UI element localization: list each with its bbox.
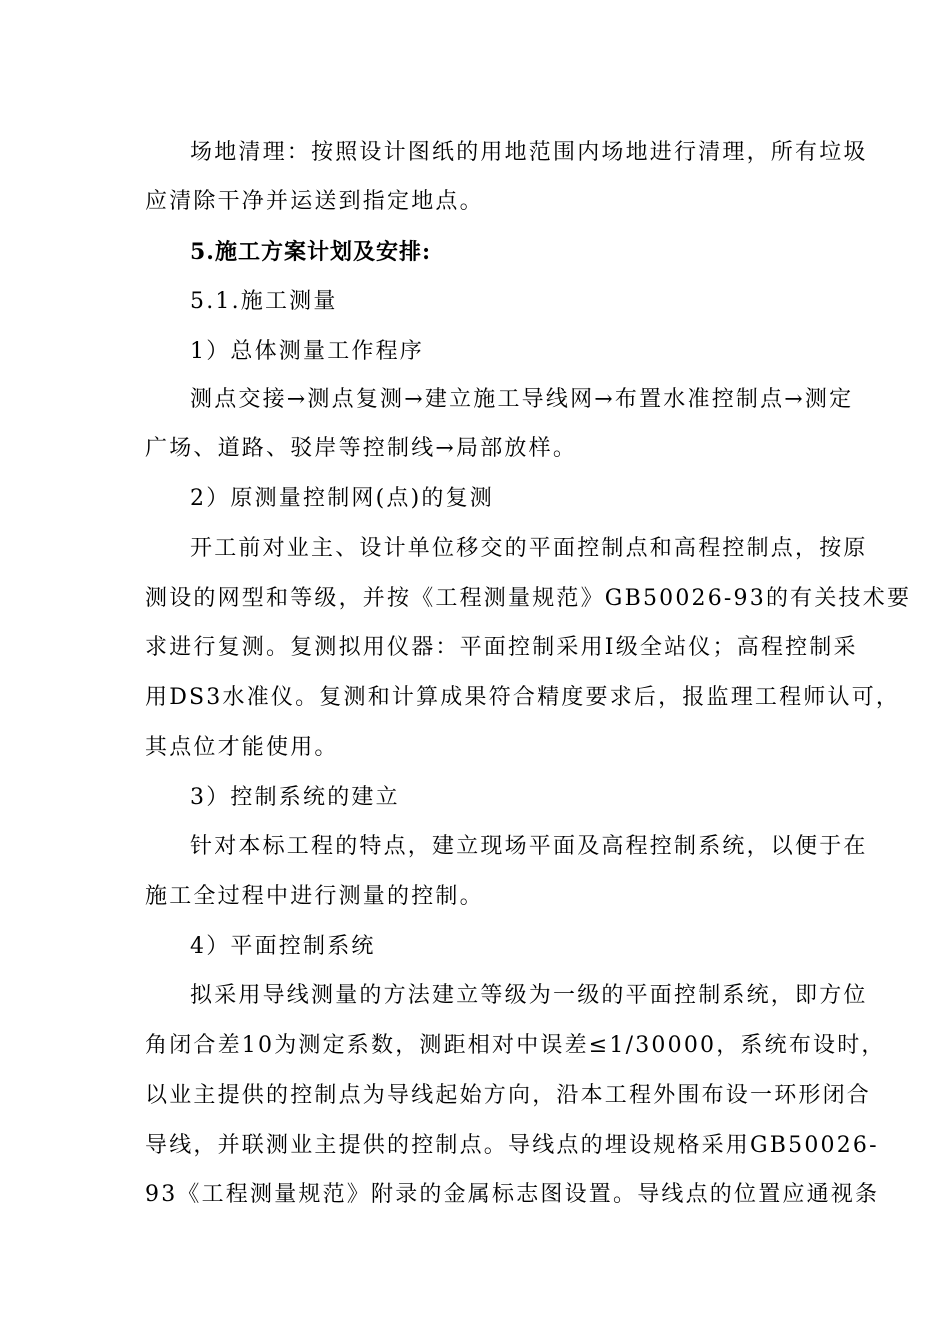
paragraph-resurvey-line-2: 测设的网型和等级，并按《工程测量规范》GB50026-93的有关技术要 [145,586,912,611]
paragraph-plane-control-line-2: 角闭合差10为测定系数，测距相对中误差≤1/30000，系统布设时， [145,1033,886,1058]
paragraph-procedure-line-2: 广场、道路、驳岸等控制线→局部放样。 [145,436,578,461]
paragraph-procedure-line-1: 测点交接→测点复测→建立施工导线网→布置水准控制点→测定 [190,387,854,412]
paragraph-resurvey-line-1: 开工前对业主、设计单位移交的平面控制点和高程控制点，按原 [190,536,868,561]
item-heading-1: 1）总体测量工作程序 [190,339,424,364]
item-heading-2: 2）原测量控制网(点)的复测 [190,486,494,511]
section-heading-5: 5.施工方案计划及安排: [190,239,432,265]
paragraph-plane-control-line-1: 拟采用导线测量的方法建立等级为一级的平面控制系统，即方位 [190,983,868,1008]
paragraph-resurvey-line-3: 求进行复测。复测拟用仪器：平面控制采用Ⅰ级全站仪；高程控制采 [145,635,858,660]
item-heading-3: 3）控制系统的建立 [190,785,400,810]
paragraph-plane-control-line-3: 以业主提供的控制点为导线起始方向，沿本工程外围布设一环形闭合 [145,1083,872,1108]
paragraph-site-clearing-line-2: 应清除干净并运送到指定地点。 [145,189,484,214]
paragraph-plane-control-line-5: 93《工程测量规范》附录的金属标志图设置。导线点的位置应通视条 [145,1182,880,1207]
paragraph-resurvey-line-4: 用DS3水准仪。复测和计算成果符合精度要求后，报监理工程师认可， [145,685,901,710]
paragraph-resurvey-line-5: 其点位才能使用。 [145,735,339,760]
paragraph-control-system-line-1: 针对本标工程的特点，建立现场平面及高程控制系统，以便于在 [190,834,868,859]
item-heading-4: 4）平面控制系统 [190,934,376,959]
paragraph-control-system-line-2: 施工全过程中进行测量的控制。 [145,884,484,909]
paragraph-site-clearing-line-1: 场地清理：按照设计图纸的用地范围内场地进行清理，所有垃圾 [190,140,868,165]
paragraph-plane-control-line-4: 导线，并联测业主提供的控制点。导线点的埋设规格采用GB50026- [145,1133,879,1158]
subsection-heading-5-1: 5.1.施工测量 [190,289,338,314]
